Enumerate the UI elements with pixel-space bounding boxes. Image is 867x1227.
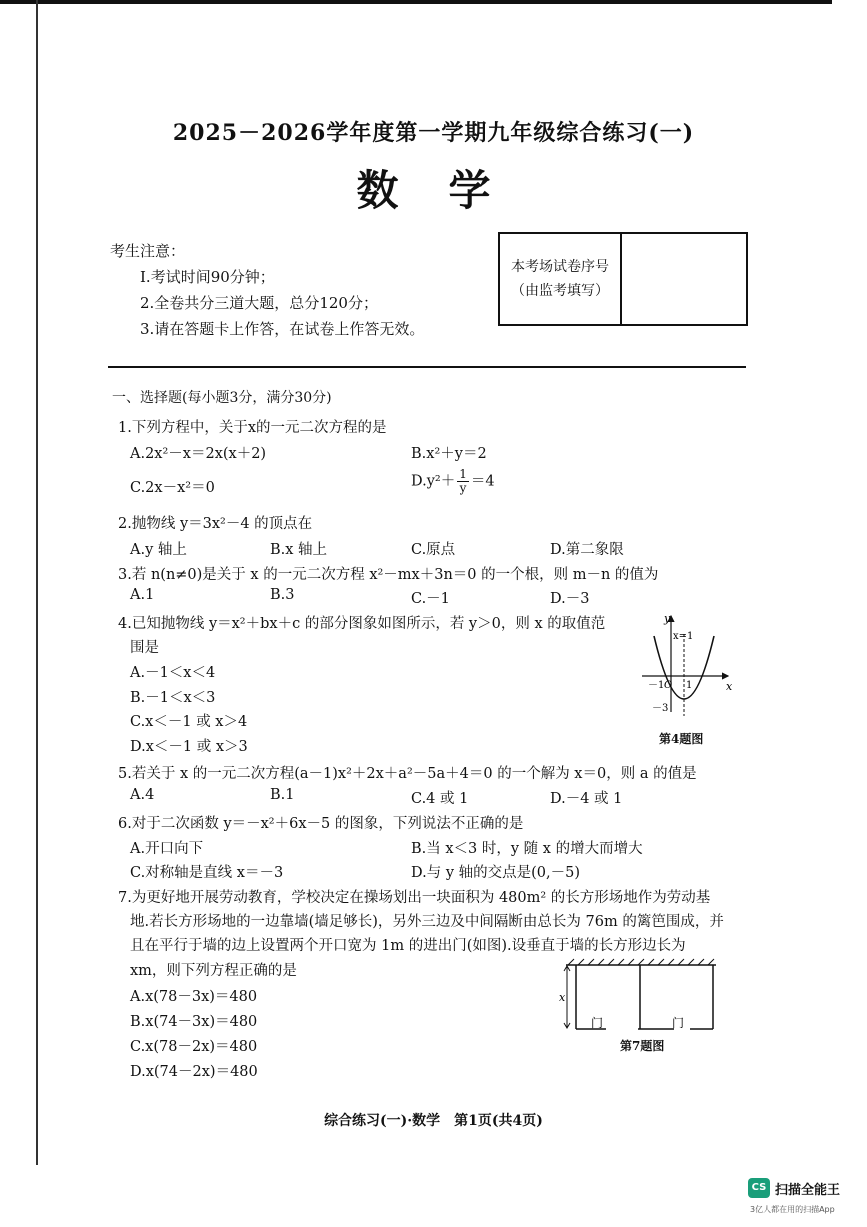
q7-option-d: D.x(74－2x)＝480	[130, 1064, 258, 1080]
exam-title: 2025－2026学年度第一学期九年级综合练习(一)	[172, 120, 695, 146]
notice-heading: 考生注意：	[110, 242, 186, 260]
q4-stem-line1: 4.已知抛物线 y＝x²＋bx＋c 的部分图象如图所示，若 y＞0，则 x 的取值范	[118, 616, 606, 632]
q4-option-a: A.－1＜x＜4	[130, 665, 216, 681]
q4-parabola-figure	[640, 612, 740, 722]
notice-item-1: I.考试时间90分钟；	[140, 268, 275, 286]
q5-option-c: C.4 或 1	[411, 791, 469, 807]
q1-option-d-fraction	[457, 468, 469, 495]
q2-option-d: D.第二象限	[550, 542, 624, 558]
q1-option-d	[411, 468, 495, 495]
q2-stem: 2.抛物线 y＝3x²－4 的顶点在	[118, 516, 313, 532]
q5-option-a: A.4	[130, 787, 155, 803]
q3-option-c: C.－1	[411, 591, 450, 607]
camscanner-logo: CS	[748, 1178, 770, 1198]
q7-option-b: B.x(74－3x)＝480	[130, 1014, 258, 1030]
q4-x-label: x	[726, 680, 733, 693]
notice-block	[110, 238, 424, 342]
page-footer: 综合练习(一)·数学 第1页(共4页)	[324, 1113, 543, 1129]
q6-option-c: C.对称轴是直线 x＝－3	[130, 865, 284, 881]
seat-label-line2: （由监考填写）	[511, 283, 609, 299]
q7-stem-line1: 7.为更好地开展劳动教育，学校决定在操场划出一块面积为 480m² 的长方形场地作为劳动基	[118, 890, 711, 906]
q2-option-c: C.原点	[411, 542, 456, 558]
q2-option-a: A.y 轴上	[130, 542, 187, 558]
section-heading: 一、选择题(每小题3分，满分30分)	[112, 390, 332, 406]
q4-minus-three-label: －3	[652, 703, 669, 714]
q5-stem: 5.若关于 x 的一元二次方程(a－1)x²＋2x＋a²－5a＋4＝0 的一个解为 x＝0，则 a 的值是	[118, 766, 697, 782]
q4-figure-caption: 第4题图	[659, 732, 704, 746]
q4-option-b: B.－1＜x＜3	[130, 690, 216, 706]
notice-item-3: 3.请在答题卡上作答，在试卷上作答无效。	[140, 320, 425, 338]
subject-title: 数学	[356, 166, 541, 215]
q3-option-a: A.1	[130, 587, 155, 603]
q4-origin-label: O	[664, 680, 673, 691]
q7-stem-line3: 且在平行于墙的边上设置两个开口宽为 1m 的进出门(如图).设垂直于墙的长方形边长为	[130, 938, 686, 954]
q7-figure-caption: 第7题图	[620, 1039, 665, 1053]
q7-wall-hatch	[568, 959, 714, 965]
q1-frac-denominator: y	[459, 481, 467, 495]
q1-option-c: C.2x－x²＝0	[130, 480, 215, 496]
q7-x-label: x	[559, 991, 566, 1004]
q5-option-d: D.－4 或 1	[550, 791, 623, 807]
q7-option-a: A.x(78－3x)＝480	[130, 989, 258, 1005]
q6-stem: 6.对于二次函数 y＝－x²＋6x－5 的图象，下列说法不正确的是	[118, 816, 524, 832]
q7-door-1-label: 门	[591, 1016, 604, 1030]
seat-number-box	[498, 232, 748, 326]
q7-stem-line2: 地.若长方形场地的一边靠墙(墙足够长)，另外三边及中间隔断由总长为 76m 的篱笆围成，并	[130, 914, 724, 930]
q4-one-label: 1	[686, 680, 693, 691]
page-top-edge	[0, 0, 832, 4]
notice-item-2: 2.全卷共分三道大题，总分120分；	[140, 294, 378, 312]
q6-option-a: A.开口向下	[130, 841, 204, 857]
header-divider	[108, 366, 746, 368]
q4-neg-one-label: －1	[648, 680, 665, 691]
q7-stem-line4: xm，则下列方程正确的是	[130, 963, 297, 979]
q1-option-a: A.2x²－x＝2x(x＋2)	[130, 446, 267, 462]
q2-option-b: B.x 轴上	[270, 542, 328, 558]
q4-option-c: C.x＜－1 或 x＞4	[130, 714, 248, 730]
q7-door-2-label: 门	[672, 1016, 685, 1030]
seat-number-label	[500, 234, 622, 324]
q7-option-c: C.x(78－2x)＝480	[130, 1039, 258, 1055]
q6-option-d: D.与 y 轴的交点是(0,－5)	[411, 865, 581, 881]
seat-label-line1: 本考场试卷序号	[511, 259, 609, 275]
q1-option-b: B.x²＋y＝2	[411, 446, 487, 462]
q4-option-d: D.x＜－1 或 x＞3	[130, 739, 248, 755]
q1-frac-numerator: 1	[459, 467, 467, 481]
q4-symmetry-label: x=1	[673, 631, 694, 642]
scanner-watermark	[748, 1178, 867, 1224]
q3-option-b: B.3	[270, 587, 295, 603]
watermark-tagline: 3亿人都在用的扫描App	[750, 1205, 835, 1214]
q3-option-d: D.－3	[550, 591, 590, 607]
q6-option-b: B.当 x＜3 时，y 随 x 的增大而增大	[411, 841, 643, 857]
q1-stem: 1.下列方程中，关于x的一元二次方程的是	[118, 420, 387, 436]
q4-y-label: y	[664, 612, 671, 625]
q1-option-d-pre: D.y²＋	[411, 473, 456, 490]
q7-fence-figure	[558, 955, 718, 1035]
q3-stem: 3.若 n(n≠0)是关于 x 的一元二次方程 x²－mx＋3n＝0 的一个根，则 m－n 的值为	[118, 567, 659, 583]
q5-option-b: B.1	[270, 787, 295, 803]
q1-option-d-post: ＝4	[470, 473, 495, 490]
watermark-brand: 扫描全能王	[775, 1183, 841, 1198]
q4-stem-line2: 围是	[130, 640, 159, 656]
